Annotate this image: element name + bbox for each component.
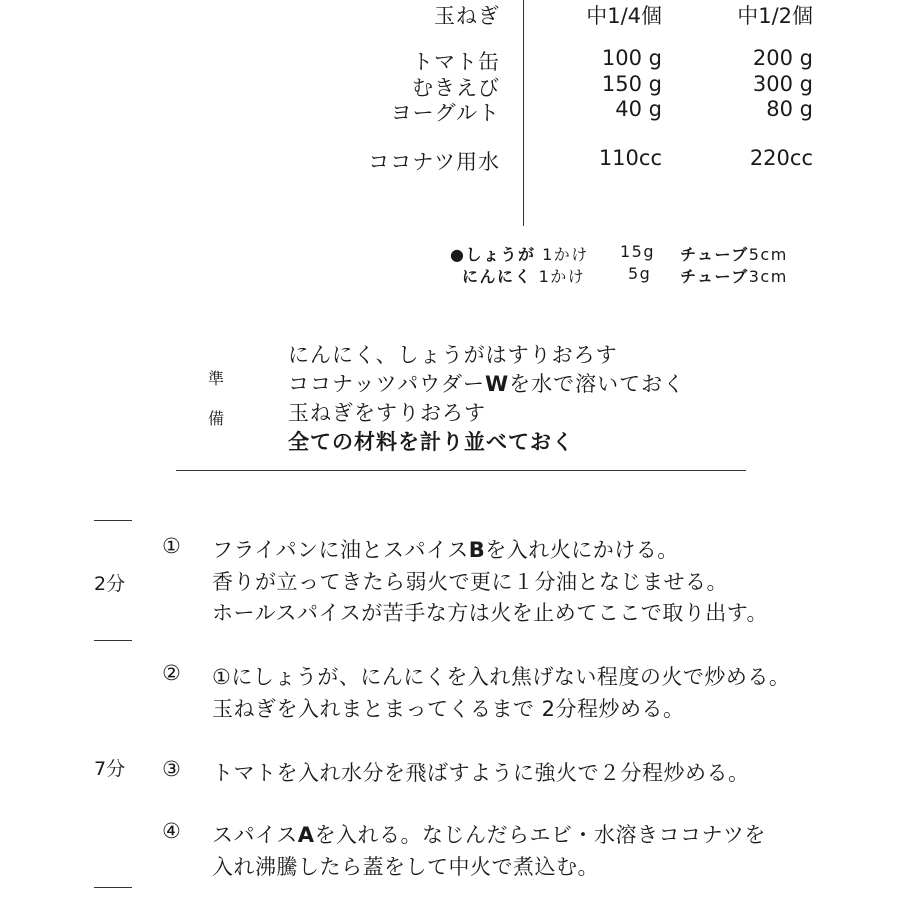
prep-line	[288, 368, 685, 398]
ingredient-name: 玉ねぎ	[434, 4, 500, 28]
note-row	[462, 264, 585, 287]
prep-label-bottom: 備	[208, 409, 225, 428]
ingredient-qty-large: 220cc	[749, 146, 813, 170]
prep-text: を水で溶いておく	[509, 372, 686, 396]
note-tube-length: 5cm	[748, 245, 788, 264]
note-unit: 1かけ	[538, 267, 586, 286]
table-divider	[523, 0, 524, 226]
step-line	[212, 534, 679, 564]
step-number: ③	[162, 757, 181, 781]
step-number: ④	[162, 819, 181, 843]
ingredient-name: トマト缶	[412, 50, 500, 74]
ingredient-name: ヨーグルト	[390, 101, 500, 125]
step-key: B	[468, 538, 486, 562]
step-line: 入れ沸騰したら蓋をして中火で煮込む。	[212, 855, 599, 879]
step-line	[212, 819, 766, 849]
step-text: スパイス	[212, 823, 298, 847]
prep-line-bold: 全ての材料を計り並べておく	[288, 430, 574, 454]
prep-key: W	[484, 372, 510, 396]
step-key: A	[297, 823, 315, 847]
note-tube-length: 3cm	[748, 267, 788, 286]
ingredient-qty-small: 150 g	[601, 72, 662, 96]
ingredient-name: むきえび	[412, 76, 500, 100]
timeline-tick	[94, 887, 132, 888]
step-number: ②	[162, 661, 181, 685]
prep-label-top: 準	[208, 369, 225, 388]
prep-line: 玉ねぎをすりおろす	[288, 401, 486, 425]
ingredient-qty-large: 80 g	[766, 97, 813, 121]
step-line: 玉ねぎを入れまとまってくるまで 2分程炒める。	[212, 697, 685, 721]
note-name: しょうが	[465, 245, 536, 264]
note-bullet: ●	[450, 245, 466, 264]
prep-line: にんにく、しょうがはすりおろす	[288, 343, 618, 367]
ingredient-qty-large: 300 g	[752, 72, 813, 96]
note-amount: 5g	[628, 264, 652, 283]
timeline-tick	[94, 520, 132, 521]
timeline-tick	[94, 640, 132, 641]
section-divider	[176, 470, 746, 471]
note-tube-label: チューブ	[680, 267, 749, 286]
ingredient-qty-small: 100 g	[601, 46, 662, 70]
time-label: 7分	[94, 758, 126, 780]
ingredient-qty-small: 中1/4個	[586, 4, 662, 28]
prep-text: ココナッツパウダー	[288, 372, 485, 396]
step-number: ①	[162, 534, 181, 558]
step-line: トマトを入れ水分を飛ばすように強火で２分程炒める。	[212, 761, 750, 785]
step-text: を入れる。なじんだらエビ・水溶きココナツを	[314, 823, 766, 847]
step-text: を入れ火にかける。	[485, 538, 679, 562]
step-line: ホールスパイスが苦手な方は火を止めてここで取り出す。	[212, 601, 769, 625]
note-amount: 15g	[620, 242, 656, 261]
ingredient-qty-small: 40 g	[615, 97, 662, 121]
note-tube	[680, 242, 788, 265]
ingredient-qty-large: 中1/2個	[737, 4, 813, 28]
note-name: にんにく	[462, 267, 533, 286]
step-text: フライパンに油とスパイス	[212, 538, 469, 562]
ingredient-qty-large: 200 g	[752, 46, 813, 70]
note-tube	[680, 264, 788, 287]
ingredient-qty-small: 110cc	[598, 146, 662, 170]
ingredient-name: ココナツ用水	[368, 150, 500, 174]
note-unit: 1かけ	[542, 245, 589, 264]
step-line: 香りが立ってきたら弱火で更に１分油となじませる。	[212, 570, 728, 594]
time-label: 2分	[94, 573, 126, 595]
note-row	[450, 242, 589, 265]
step-line: ①にしょうが、にんにくを入れ焦げない程度の火で炒める。	[212, 665, 791, 689]
note-tube-label: チューブ	[680, 245, 749, 264]
